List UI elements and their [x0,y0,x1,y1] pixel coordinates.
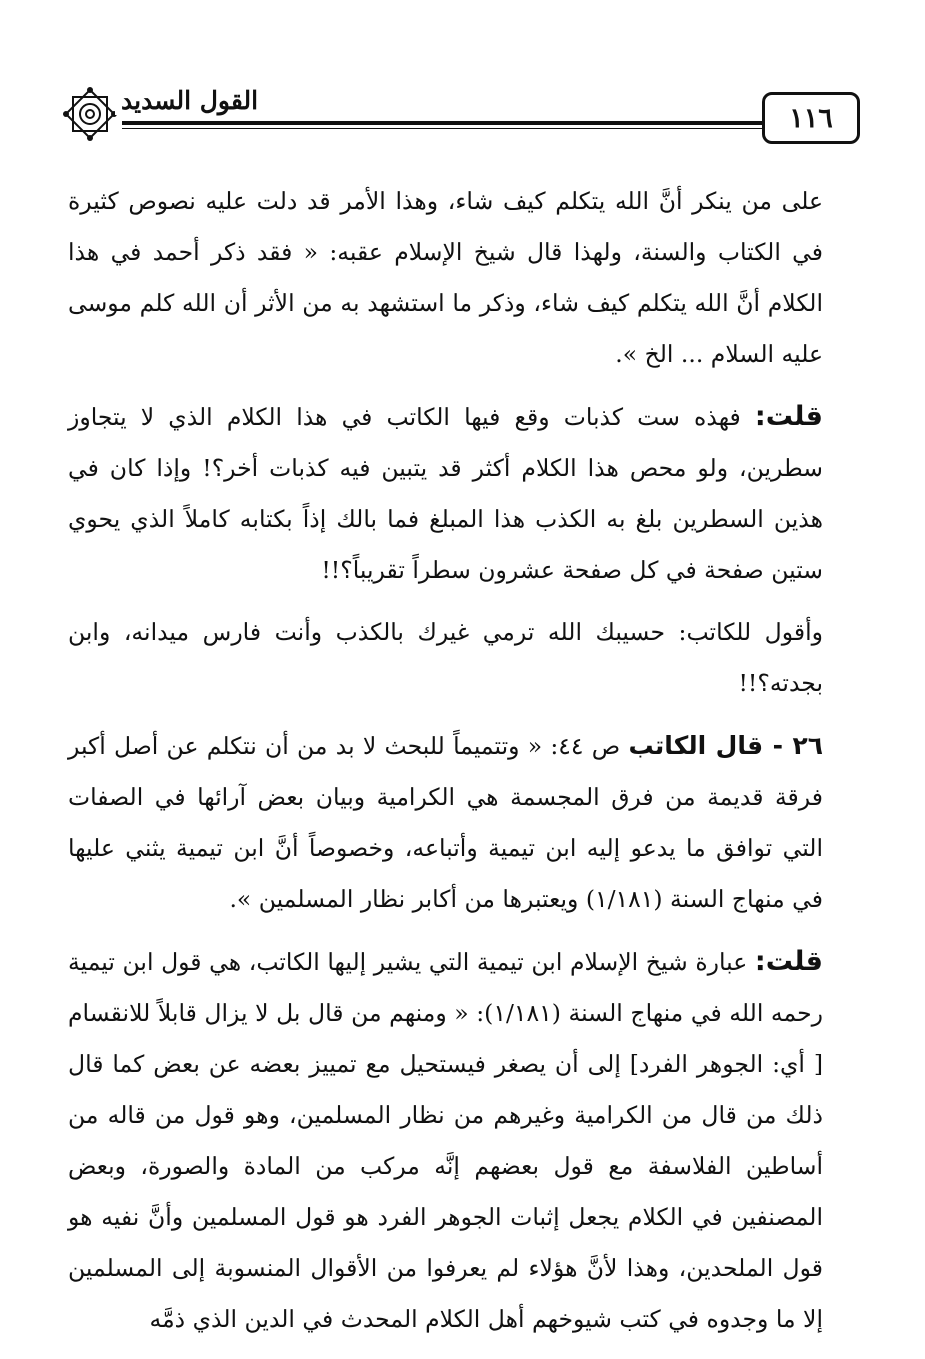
star-rosette-ornament-icon [60,84,120,144]
paragraph-lead: ٢٦ - قال الكاتب [628,731,823,760]
paragraph-3 [68,607,823,709]
header-rule [122,121,774,125]
paragraph-text: على من ينكر أنَّ الله يتكلم كيف شاء، وهذا الأمر قد دلت عليه نصوص كثيرة في الكتاب والسنة، ولهذا قال شيخ الإسلام عقبه: « فقد ذكر أحمد في هذا الكلام أنَّ الله يتكلم كيف شاء، وذكر ما استشهد به من الأثر أن الله كلم موسى عليه السلام ... الخ ». [68,187,823,368]
paragraph-text: ص ٤٤: « وتتميماً للبحث لا بد من أن نتكلم عن أصل أكبر فرقة قديمة من فرق المجسمة هي الكرامية وبيان بعض آرائها في الصفات التي توافق ما يدعو إليه ابن تيمية وأتباعه، وخصوصاً أنَّ ابن تيمية يثني عليها في منهاج السنة (١/١٨١) ويعتبرها من أكابر نظار المسلمين ». [68,732,823,913]
paragraph-text: عبارة شيخ الإسلام ابن تيمية التي يشير إليها الكاتب، هي قول ابن تيمية رحمه الله في منهاج السنة (١/١٨١): « ومنهم من قال بل لا يزال قابلاً للانقسام [ أي: الجوهر الفرد] إلى أن يصغر فيستحيل مع تمييز بعضه عن بعض كما قال ذلك من قال من الكرامية وغيرهم من نظار المسلمين، وهو قول من قاله من أساطين الفلاسفة مع قول بعضهم إنَّه مركب من المادة والصورة، وبعض المصنفين في الكلام يجعل إثبات الجوهر الفرد هو قول المسلمين وأنَّ نفيه هو قول الملحدين، وهذا لأنَّ هؤلاء لم يعرفوا من الأقوال المنسوبة إلى المسلمين إلا ما وجدوه في كتب شيوخهم أهل الكلام المحدث في الدين الذي ذمَّه [68,948,823,1333]
page-number: ١١٦ [762,92,860,144]
paragraph-text: فهذه ست كذبات وقع فيها الكاتب في هذا الكلام الذي لا يتجاوز سطرين، ولو محص هذا الكلام أكثر قد يتبين فيه كذبات أخر؟! وإذا كان في هذين السطرين بلغ به الكذب هذا المبلغ فما بالك إذاً بكتابه كاملاً الذي يحوي ستين صفحة في كل صفحة عشرون سطراً تقريباً؟!! [68,403,823,584]
paragraph-2 [68,391,823,596]
paragraph-1 [68,176,823,380]
header-rule-thin [122,128,774,129]
book-title: القول السديد [115,86,264,115]
paragraph-4 [68,720,823,925]
page-header [60,80,860,150]
paragraph-text: وأقول للكاتب: حسيبك الله ترمي غيرك بالكذب وأنت فارس ميدانه، وابن بجدته؟!! [68,618,823,697]
paragraph-lead: قلت: [754,401,823,432]
paragraph-lead: قلت: [754,946,823,977]
paragraph-5 [68,936,823,1345]
body-text [68,176,823,1356]
